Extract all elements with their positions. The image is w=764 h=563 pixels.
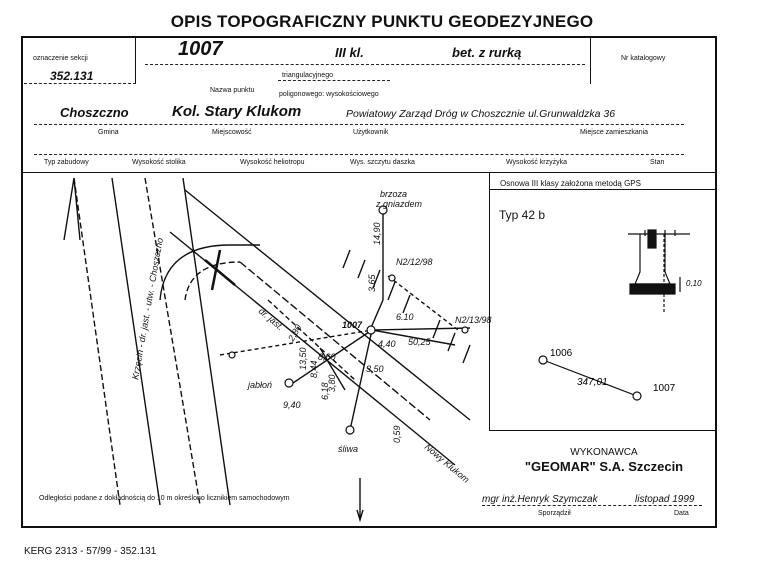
- distance-9-40: 9,40: [283, 400, 301, 410]
- gmina-value: Choszczno: [60, 105, 129, 120]
- firma-name: "GEOMAR" S.A. Szczecin: [524, 459, 684, 474]
- distance-50-25: 50,25: [408, 337, 431, 347]
- distance-4-40: 4,40: [378, 339, 396, 349]
- miejscowosc-label: Miejscowość: [212, 129, 252, 136]
- osnowa-label: Osnowa III klasy założona metodą GPS: [500, 179, 641, 188]
- road-vertical-label: Krzęcin - dr. jast. - utw. - Choszczno: [130, 237, 165, 381]
- miejscowosc-value: Kol. Stary Klukom: [172, 103, 302, 120]
- typ-label: Typ 42 b: [499, 208, 546, 222]
- author-name: mgr inż.Henryk Szymczak: [482, 494, 598, 505]
- reference-number: KERG 2313 - 57/99 - 352.131: [24, 546, 157, 557]
- sliwa-label: śliwa: [338, 444, 359, 454]
- page-title: OPIS TOPOGRAFICZNY PUNKTU GEODEZYJNEGO: [170, 12, 594, 31]
- param-stan: Stan: [650, 159, 665, 166]
- class-value: III kl.: [335, 45, 364, 60]
- name-label: Nazwa punktu: [210, 87, 255, 94]
- param-wys-stolika: Wysokość stolika: [132, 159, 186, 166]
- param-typ-zabudowy: Typ zabudowy: [44, 159, 89, 166]
- distance-label: 347,01: [577, 377, 608, 388]
- point-number: 1007: [178, 38, 223, 60]
- divider: [482, 505, 702, 506]
- distance-6-10: 6.10: [396, 312, 414, 322]
- sekcja-label: oznaczenie sekcji: [33, 55, 88, 62]
- sporzadzil-label: Sporządził: [538, 510, 571, 517]
- param-wys-krzyzyka: Wysokość krzyżyka: [506, 159, 568, 166]
- height-label: 0,10: [686, 279, 702, 288]
- network-diagram: [525, 340, 695, 410]
- point-1007-label: 1007: [342, 320, 363, 330]
- param-wys-heliotropu: Wysokość heliotropu: [240, 159, 305, 166]
- point-1007: 1007: [653, 383, 676, 394]
- miejsce-label: Miejsce zamieszkania: [580, 129, 649, 136]
- jablon-label: jabłoń: [248, 380, 273, 390]
- distance-0-59: 0,59: [392, 425, 402, 443]
- distance-6-18: 6,18: [320, 382, 330, 400]
- gmina-label: Gmina: [98, 129, 119, 136]
- point-1006: 1006: [550, 348, 573, 359]
- accuracy-note: Odległości podane z dokładnością do 10 m określono licznikiem samochodowym: [39, 495, 290, 502]
- wykonawca-label: WYKONAWCA: [570, 447, 638, 458]
- distance-3-80: 3,80: [327, 374, 337, 392]
- distance-14-90: 14,90: [372, 222, 382, 245]
- brzoza-sub-label: z gniazdem: [376, 199, 423, 209]
- uzytkownik-value: Powiatowy Zarząd Dróg w Choszcznie ul.Grunwaldzka 36: [346, 108, 616, 120]
- distance-13-50: 13,50: [298, 347, 308, 370]
- brzoza-label: brzoza: [380, 189, 408, 199]
- distance-3-65: 3.65: [367, 274, 377, 292]
- point-n2-13-label: N2/13/98: [455, 315, 492, 325]
- poligon-label: poligonowego: wysokościowego: [279, 91, 379, 98]
- date-value: listopad 1999: [635, 494, 695, 505]
- param-wys-szczytu: Wys. szczytu daszka: [350, 159, 415, 166]
- date-label: Data: [674, 510, 689, 517]
- triang-label: triangulacyjnego: [282, 72, 333, 79]
- marker-diagram: [600, 222, 700, 322]
- distance-3-50: 3,50: [366, 364, 384, 374]
- stabilization-value: bet. z rurką: [452, 45, 522, 60]
- distance-8-44: 8,44: [309, 360, 319, 378]
- catalog-label: Nr katalogowy: [621, 55, 666, 62]
- nowy-klukom-label: Nowy Klukom: [422, 441, 472, 485]
- distance-8-60: 8,60: [318, 352, 336, 362]
- uzytkownik-label: Użytkownik: [353, 129, 389, 136]
- distance-2-80: 2,80: [286, 322, 304, 343]
- road-diag-label: dr. jast.: [256, 305, 286, 333]
- point-n2-12-label: N2/12/98: [396, 257, 433, 267]
- sekcja-value: 352.131: [50, 69, 94, 83]
